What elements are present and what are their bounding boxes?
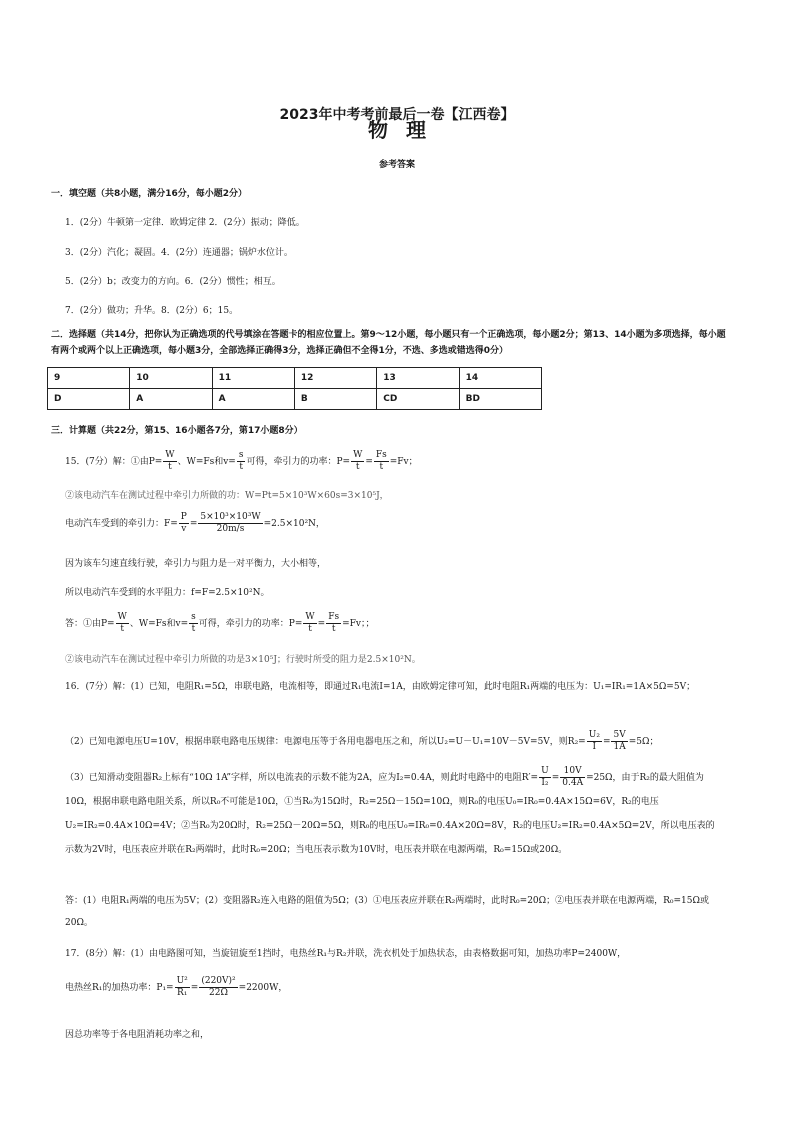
q16-answer: 答：(1）电阻R₁两端的电压为5V；(2）变阻器R₂连入电路的阻值为5Ω；(3）①电压表应并联在R₂两端时，此时R₀=20Ω；②电压表并联在电源两端，R₀=15Ω或20Ω。: [65, 896, 709, 928]
answer-line: 3．(2分）汽化；凝固。4．(2分）连通器；锅炉水位计。: [65, 248, 293, 258]
q17-line: [65, 976, 287, 999]
answer-cell: CD: [377, 389, 459, 410]
denominator: 22Ω: [209, 988, 228, 998]
answer-cell: BD: [459, 389, 541, 410]
fraction: [175, 976, 190, 999]
fraction: [303, 612, 316, 635]
denominator: v: [181, 524, 187, 534]
denominator: t: [379, 462, 384, 472]
numerator: W: [353, 450, 363, 460]
fraction: [199, 976, 237, 999]
question-number: 14: [459, 368, 541, 389]
subject-title: 物理: [368, 118, 444, 142]
text: =: [551, 773, 560, 783]
numerator: U₂: [588, 730, 600, 740]
fraction: [374, 450, 389, 473]
fraction: [179, 512, 189, 535]
text: =: [190, 983, 199, 993]
numerator: Fs: [328, 612, 340, 622]
numerator: W: [117, 612, 127, 622]
text: =: [317, 619, 326, 629]
answer-table: [47, 367, 542, 410]
fraction: [539, 766, 551, 789]
denominator: 0.4A: [562, 778, 584, 788]
fraction: [189, 612, 198, 635]
answer-cell: B: [294, 389, 376, 410]
section3-heading: 三．计算题（共22分，第15、16小题各7分，第17小题8分）: [51, 426, 303, 436]
denominator: 20m/s: [216, 524, 245, 534]
fraction: [587, 730, 602, 753]
text: （3）已知滑动变阻器R₂上标有“10Ω 1A”字样，所以电流表的示数不能为2A，应为I₂=0.4A，则此时电路中的电阻R′=: [65, 773, 539, 783]
text: =Fv；: [389, 457, 418, 467]
text: 可得，牵引力的功率：P=: [246, 457, 351, 467]
answer-cell: A: [130, 389, 212, 410]
numerator: W: [305, 612, 315, 622]
section2-heading: 二．选择题（共14分，把你认为正确选项的代号填涂在答题卡的相应位置上。第9～12小题，每小题只有一个正确选项，每小题2分；第13、14小题为多项选择，每小题有两个或两个以上正确选项，每小题3分，全部选择正确得3分，选择正确但不全得1分，不选、多选或错选得0分）: [51, 330, 726, 356]
fraction: [237, 450, 246, 473]
denominator: t: [120, 624, 125, 634]
question-number: 9: [48, 368, 130, 389]
denominator: I: [592, 742, 597, 752]
text: 15．(7分）解：①由P=: [65, 457, 163, 467]
fraction: [326, 612, 341, 635]
q16-paragraph: 16．(7分）解：(1）已知，电阻R₁=5Ω，串联电路，电流相等，即通过R₁电流I=1A，由欧姆定律可知，此时电阻R₁两端的电压为：U₁=IR₁=1A×5Ω=5V；: [65, 682, 696, 692]
question-number: 10: [130, 368, 212, 389]
text: （2）已知电源电压U=10V，根据串联电路电压规律：电源电压等于各用电器电压之和，所以U₂=U－U₁=10V－5V=5V，则R₂=: [65, 737, 586, 747]
denominator: t: [331, 624, 336, 634]
numerator: Fs: [375, 450, 387, 460]
numerator: (220V)²: [201, 976, 236, 986]
answer-line: 7．(2分）做功；升华。8．(2分）6；15。: [65, 306, 239, 316]
q15-line: ②该电动汽车在测试过程中牵引力所做的功：W=Pt=5×10³W×60s=3×10⁵J，: [65, 491, 389, 501]
question-number: 11: [212, 368, 294, 389]
q15-line: 所以电动汽车受到的水平阻力：f=F=2.5×10²N。: [65, 588, 270, 598]
denominator: t: [355, 462, 360, 472]
question-number: 12: [294, 368, 376, 389]
numerator: s: [238, 450, 244, 460]
denominator: I₂: [541, 778, 549, 788]
answer-line: 5．(2分）b；改变力的方向。6．(2分）惯性；相互。: [65, 277, 281, 287]
numerator: 10V: [560, 766, 585, 778]
table-row: [48, 389, 542, 410]
answer-cell: A: [212, 389, 294, 410]
q16-paragraph: [65, 730, 658, 753]
denominator: t: [239, 462, 243, 472]
fraction: [163, 450, 176, 473]
text: =2200W，: [238, 983, 288, 993]
q15-line: [65, 450, 418, 473]
answer-cell: D: [48, 389, 130, 410]
fraction: [351, 450, 364, 473]
fraction: [611, 730, 627, 753]
q16-paragraph: [65, 766, 715, 862]
q15-line: [65, 512, 325, 535]
text: =2.5×10²N，: [263, 519, 325, 529]
answer-line: 1．(2分）牛顿第一定律．欧姆定律 2．(2分）振动；降低。: [65, 218, 305, 228]
text: =5Ω；: [628, 737, 659, 747]
fraction: [198, 512, 262, 535]
text: =Fv；；: [342, 619, 375, 629]
text: =: [189, 519, 198, 529]
denominator: t: [168, 462, 172, 472]
text: =25Ω，由于R₂的最大阻值为10Ω，根据串联电路电阻关系，所以R₀不可能是10Ω，①当R₀为15Ω时，R₂=25Ω－15Ω=10Ω，则R₀的电压U₀=IR₀=0.4A×15Ω=6V，R₂的电压U₂=IR₂=0.4A×10Ω=4V；②当R₀为20Ω时，R₂=25Ω－20Ω=5Ω，则R₀的电压U₀=IR₀=0.4A×20Ω=8V，R₂的电压U₂=IR₂=0.4A×5Ω=2V，所以电压表的示数为2V时，电压表应并联在R₂两端时，此时R₀=20Ω；当电压表示数为10V时，电压表并联在电源两端，R₀=15Ω或20Ω。: [65, 773, 715, 855]
q17-line: 17．(8分）解：(1）由电路图可知，当旋钮旋至1挡时，电热丝R₁与R₂并联，洗衣机处于加热状态，由表格数据可知，加热功率P=2400W，: [65, 949, 627, 959]
q17-line: 因总功率等于各电阻消耗功率之和，: [65, 1030, 210, 1040]
answer-key-label: 参考答案: [378, 160, 415, 170]
text: 、W=Fs和v=: [129, 619, 189, 629]
document-title: 2023年中考考前最后一卷【江西卷】: [279, 107, 515, 123]
numerator: P: [180, 512, 187, 522]
text: 可得，牵引力的功率：P=: [198, 619, 303, 629]
q15-answer-line: ②该电动汽车在测试过程中牵引力所做的功是3×10⁵J；行驶时所受的阻力是2.5×10²N。: [65, 655, 421, 665]
text: 电热丝R₁的加热功率：P₁=: [65, 983, 174, 993]
table-row: [48, 368, 542, 389]
numerator: s: [191, 612, 196, 622]
q15-answer-line: [65, 612, 374, 635]
text: =: [365, 457, 373, 467]
text: 电动汽车受到的牵引力：F=: [65, 519, 178, 529]
denominator: t: [191, 624, 196, 634]
fraction: [116, 612, 129, 635]
denominator: 1A: [613, 742, 626, 752]
numerator: U: [541, 766, 549, 776]
numerator: 5V: [613, 730, 626, 740]
q15-line: 因为该车匀速直线行驶，牵引力与阻力是一对平衡力，大小相等，: [65, 559, 327, 569]
text: 答：①由P=: [65, 619, 115, 629]
fraction: [560, 766, 585, 789]
denominator: t: [308, 624, 312, 634]
numerator: U²: [176, 976, 188, 986]
section1-heading: 一．填空题（共8小题，满分16分，每小题2分）: [51, 189, 248, 199]
numerator: W: [165, 450, 175, 460]
denominator: R₁: [177, 988, 188, 998]
numerator: 5×10³×10³W: [200, 512, 261, 522]
question-number: 13: [377, 368, 459, 389]
text: 、W=Fs和v=: [177, 457, 236, 467]
text: =: [602, 737, 611, 747]
